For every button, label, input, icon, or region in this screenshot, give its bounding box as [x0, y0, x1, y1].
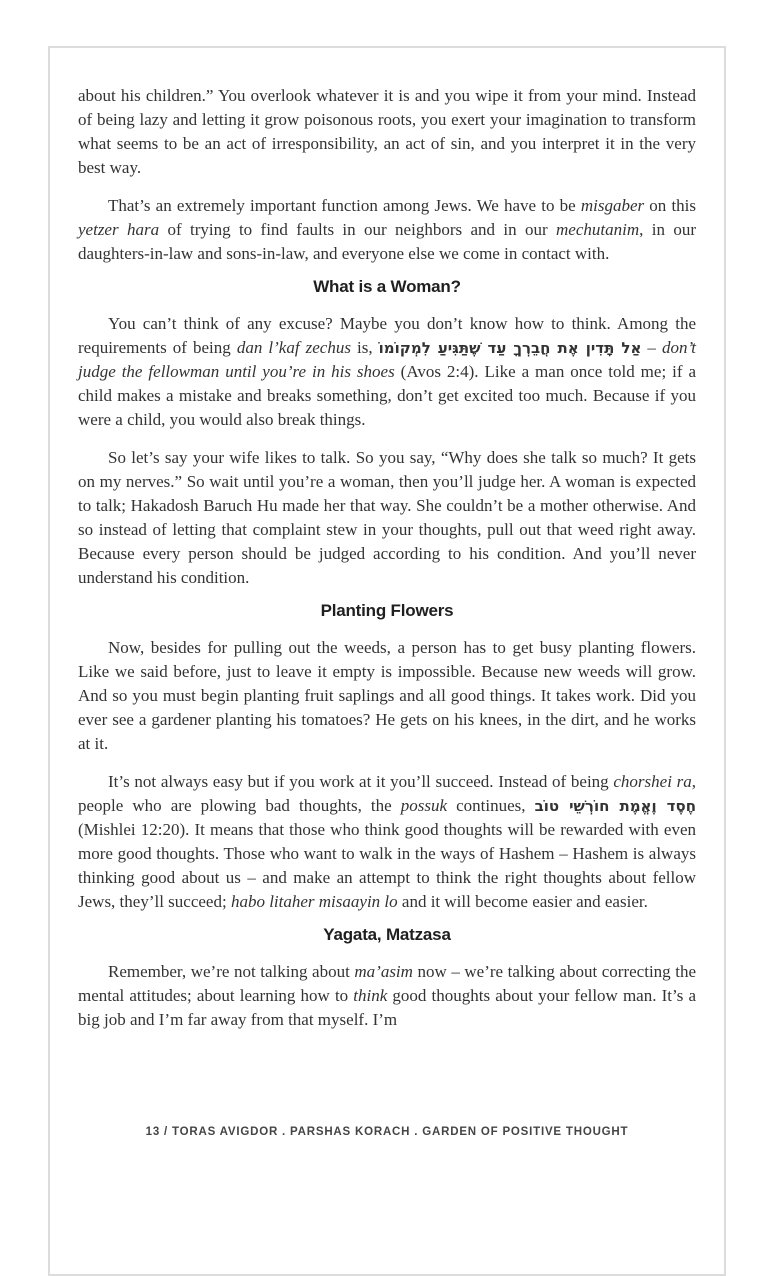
italic-text: possuk — [400, 796, 448, 815]
text-run: (Avos 2:4). Like a man once told me; if a child makes a mistake and breaks something, don’t get excited too much. Because if you were a child, you would also break things. — [78, 362, 696, 429]
text-run: Remember, we’re not talking about — [108, 962, 355, 981]
italic-text: habo litaher misaayin lo — [230, 892, 398, 911]
text-run: of trying to find faults in our neighbors and in our — [159, 220, 557, 239]
paragraph — [78, 960, 696, 1032]
text-run: on this — [644, 196, 696, 215]
italic-text: ma’asim — [354, 962, 413, 981]
text-run: – — [641, 338, 662, 357]
page-border-frame — [48, 46, 726, 1276]
italic-text: yetzer hara — [78, 220, 160, 239]
section-heading: Planting Flowers — [320, 601, 454, 620]
text-run: now – we’re talking about correcting the mental attitudes; about learning how to — [78, 962, 696, 1005]
text-run: You can’t think of any excuse? Maybe you don’t know how to think. Among the requirements of being — [78, 314, 696, 357]
text-run: good thoughts about your fellow man. It’s a big job and I’m far away from that myself. I’m — [78, 986, 696, 1029]
italic-text: misgaber — [580, 196, 645, 215]
hebrew-text: אַל תָּדִין אֶת חֲבֵרְךָ עַד שֶׁתַּגִּיעַ לִמְקוֹמוֹ — [378, 339, 642, 357]
article-body — [78, 84, 696, 1032]
italic-text: dan l’kaf zechus — [236, 338, 351, 357]
italic-text: don’t judge the fellowman until you’re in his shoes — [78, 338, 696, 381]
italic-text: chorshei ra — [613, 772, 692, 791]
text-run: That’s an extremely important function among Jews. We have to be — [108, 196, 581, 215]
text-run: It’s not always easy but if you work at it you’ll succeed. Instead of being — [108, 772, 614, 791]
text-run: , people who are plowing bad thoughts, the — [78, 772, 696, 815]
section-heading: Yagata, Matzasa — [323, 925, 451, 944]
paragraph — [78, 312, 696, 432]
paragraph — [78, 446, 696, 590]
hebrew-text: חֶסֶד וֶאֱמֶת חוֹרְשֵׁי טוֹב — [534, 797, 696, 815]
text-run: and it will become easier and easier. — [397, 892, 648, 911]
page-footer: 13 / TORAS AVIGDOR . PARSHAS KORACH . GARDEN OF POSITIVE THOUGHT — [145, 1126, 629, 1138]
paragraph — [78, 636, 696, 756]
text-run: continues, — [447, 796, 535, 815]
text-run: about his children.” You overlook whatever it is and you wipe it from your mind. Instead of being lazy and letting it grow poisonous roots, you exert your imagination to transform what seems to be an act of irresponsibility, an act of sin, and you interpret it in the very best way. — [78, 86, 696, 177]
text-run: Now, besides for pulling out the weeds, a person has to get busy planting flowers. Like we said before, just to leave it empty is impossible. Because new weeds will grow. And so you must begin planting fruit saplings and all good things. It takes work. Did you ever see a gardener planting his tomatoes? He gets on his knees, in the dirt, and he works at it. — [78, 638, 696, 753]
section-heading: What is a Woman? — [313, 277, 461, 296]
italic-text: think — [353, 986, 388, 1005]
text-run: , in our daughters-in-law and sons-in-law, and everyone else we come in contact with. — [78, 220, 696, 263]
paragraph — [78, 770, 696, 914]
text-run: (Mishlei 12:20). It means that those who think good thoughts will be rewarded with even more good thoughts. Those who want to walk in the ways of Hashem – Hashem is always thinking good about us – and make an attempt to think the right thoughts about fellow Jews, they’ll succeed; — [78, 820, 696, 911]
italic-text: mechutanim — [556, 220, 640, 239]
text-run: is, — [350, 338, 379, 357]
text-run: So let’s say your wife likes to talk. So you say, “Why does she talk so much? It gets on my nerves.” So wait until you’re a woman, then you’ll judge her. A woman is expected to talk; Hakadosh Baruch Hu made her that way. She couldn’t be a mother otherwise. And so instead of letting that complaint stew in your thoughts, pull out that weed right away. Because every person should be judged according to his condition. And you’ll never understand his condition. — [78, 448, 696, 587]
paragraph — [78, 194, 696, 266]
paragraph — [78, 84, 696, 180]
